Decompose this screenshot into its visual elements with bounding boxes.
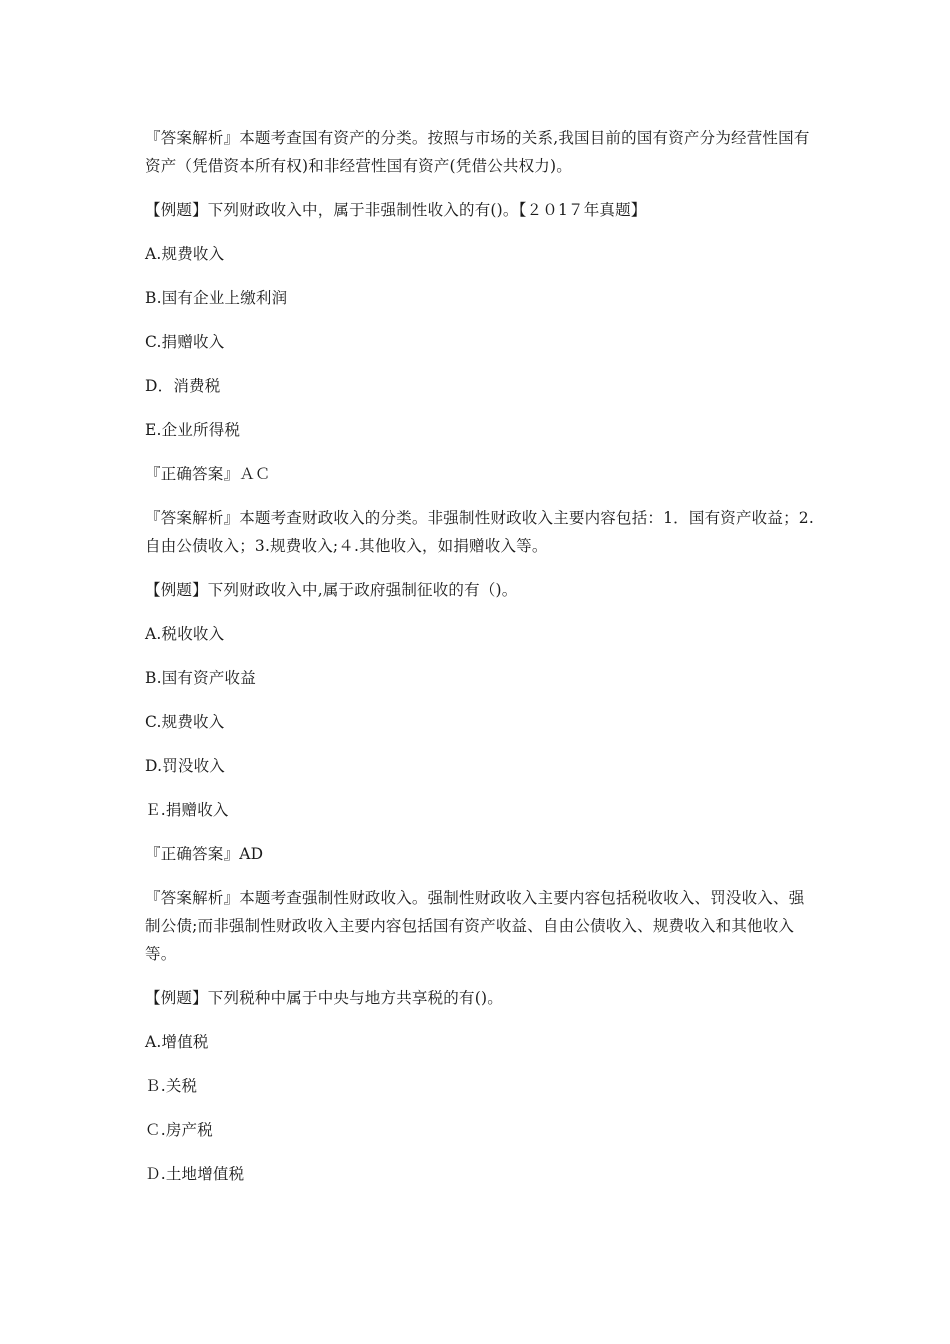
example-question: 【例题】下列财政收入中，属于非强制性收入的有()。【２０1７年真题】 — [145, 201, 647, 219]
option-d: Ｄ.土地增值税 — [145, 1165, 245, 1183]
option-c: Ｃ.房产税 — [145, 1121, 213, 1139]
option-e: E.企业所得税 — [145, 421, 241, 439]
correct-answer: 『正确答案』ＡＣ — [145, 465, 271, 483]
answer-analysis-paragraph: 『答案解析』本题考查国有资产的分类。按照与市场的关系,我国目前的国有资产分为经营性国有资产（凭借资本所有权)和非经营性国有资产(凭借公共权力)。 — [145, 129, 810, 175]
example-question: 【例题】下列财政收入中,属于政府强制征收的有（)。 — [145, 581, 518, 599]
correct-answer: 『正确答案』AD — [145, 845, 264, 863]
option-a: A.规费收入 — [145, 245, 225, 263]
option-c: C.规费收入 — [145, 713, 225, 731]
option-b: Ｂ.关税 — [145, 1077, 198, 1095]
option-d: D.罚没收入 — [145, 757, 226, 775]
option-e: Ｅ.捐赠收入 — [145, 801, 229, 819]
option-b: B.国有资产收益 — [145, 669, 256, 687]
example-question: 【例题】下列税种中属于中央与地方共享税的有()。 — [145, 989, 503, 1007]
option-b: B.国有企业上缴利润 — [145, 289, 288, 307]
option-d: D．消费税 — [145, 377, 221, 395]
answer-analysis-paragraph: 『答案解析』本题考查财政收入的分类。非强制性财政收入主要内容包括：1．国有资产收益；2.自由公债收入；3.规费收入;４.其他收入，如捐赠收入等。 — [145, 509, 814, 555]
option-a: A.增值税 — [145, 1033, 209, 1051]
option-a: A.税收收入 — [145, 625, 225, 643]
option-c: C.捐赠收入 — [145, 333, 225, 351]
answer-analysis-paragraph: 『答案解析』本题考查强制性财政收入。强制性财政收入主要内容包括税收收入、罚没收入、强制公债;而非强制性财政收入主要内容包括国有资产收益、自由公债收入、规费收入和其他收入等。 — [145, 889, 805, 963]
